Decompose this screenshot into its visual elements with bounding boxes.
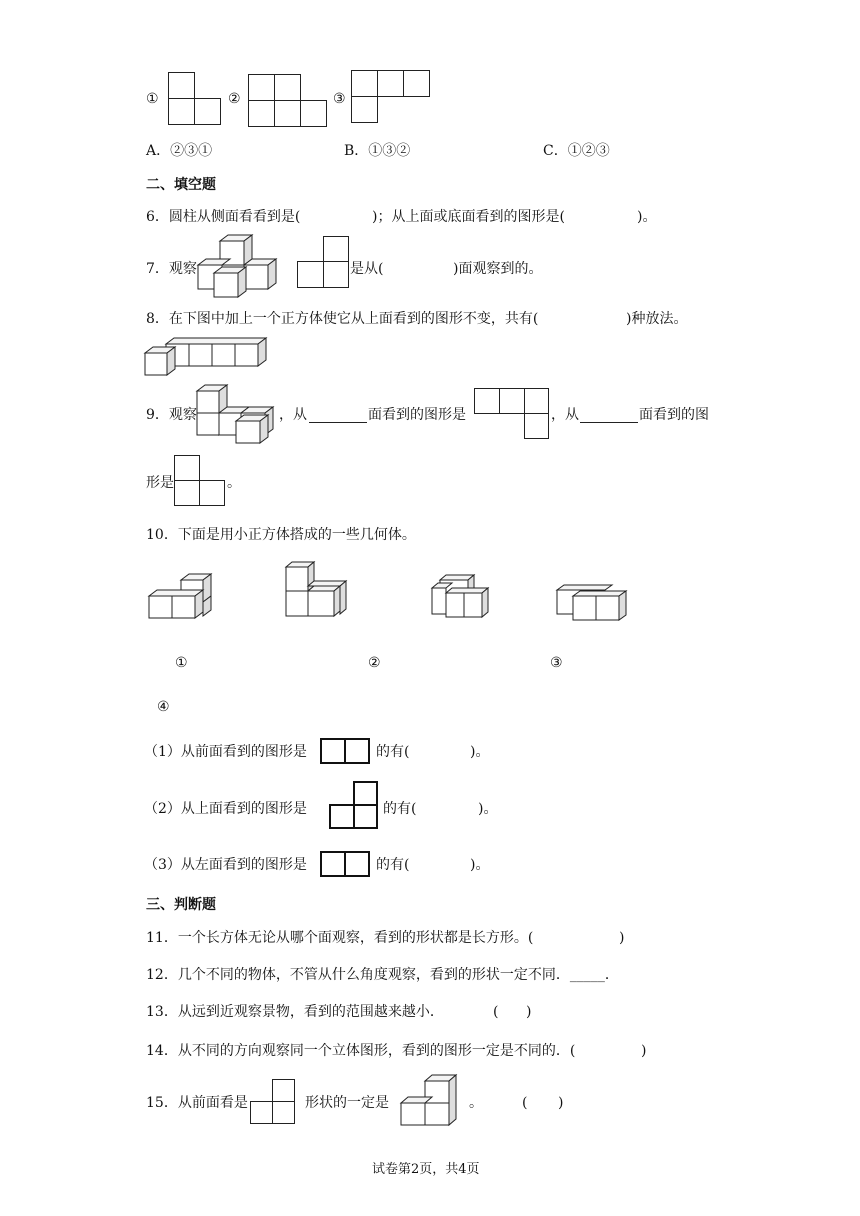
q5-mark-2: ② — [228, 91, 241, 107]
q10-sub2-text-c: )。 — [478, 801, 498, 817]
q9-text-f: 形是 — [146, 475, 174, 491]
q9-text-c: 面看到的图形是 — [368, 407, 466, 423]
q11-text-b: ) — [619, 930, 625, 946]
q10-title: 10．下面是用小正方体搭成的一些几何体。 — [146, 527, 416, 543]
q5-mark-3: ③ — [333, 91, 346, 107]
section-judge-heading: 三、判断题 — [146, 897, 216, 913]
q10-figure-2 — [285, 560, 349, 622]
q10-sub1-text-c: )。 — [470, 744, 490, 760]
q5-option-a[interactable]: A．②③① — [146, 143, 213, 159]
q9-text-d: ，从 — [551, 407, 579, 423]
q10-sub2-text-b: 的有( — [383, 801, 417, 817]
q5-option-c[interactable]: C．①②③ — [543, 143, 610, 159]
q7-text-b: 是从( — [350, 261, 384, 277]
q10-sub2-text-a: （2）从上面看到的图形是 — [144, 801, 307, 817]
q14-text-b: ) — [641, 1043, 647, 1059]
q9-solid-figure — [196, 382, 278, 446]
q8-text-b: )种放法。 — [626, 311, 688, 327]
q13-text-a: 13．从远到近观察景物，看到的范围越来越小． — [146, 1004, 444, 1020]
q7-text-a: 7．观察 — [146, 261, 197, 277]
q9-blank-1[interactable] — [309, 410, 367, 423]
q13-text-c: ) — [526, 1004, 532, 1020]
q9-blank-2[interactable] — [580, 410, 638, 423]
q10-label-1: ① — [175, 655, 188, 671]
q10-label-2: ② — [368, 655, 381, 671]
q13-text-b: ( — [493, 1004, 499, 1020]
q8-cube-row-figure — [144, 338, 268, 376]
q9-text-e: 面看到的图 — [639, 407, 709, 423]
q15-text-b: 形状的一定是 — [305, 1095, 389, 1111]
q9-text-g: 。 — [227, 475, 241, 491]
q10-figure-1 — [148, 571, 220, 621]
q6-text-b: )；从上面或底面看到的图形是( — [372, 209, 565, 225]
q7-solid-figure — [196, 233, 282, 301]
q10-figure-3 — [431, 574, 493, 624]
q10-sub3-text-b: 的有( — [376, 857, 410, 873]
section-fill-heading: 二、填空题 — [146, 177, 216, 193]
q9-text-a: 9．观察 — [146, 407, 197, 423]
q10-label-3: ③ — [550, 655, 563, 671]
q14-text-a: 14．从不同的方向观察同一个立体图形，看到的图形一定是不同的．( — [146, 1043, 576, 1059]
q5-mark-1: ① — [146, 91, 159, 107]
q7-text-c: )面观察到的。 — [453, 261, 543, 277]
q10-figure-4 — [556, 583, 628, 625]
page-footer: 试卷第2页，共4页 — [372, 1162, 480, 1177]
q15-text-d: ( — [522, 1095, 528, 1111]
q15-solid-figure — [399, 1074, 459, 1130]
q15-text-a: 15．从前面看是 — [146, 1095, 248, 1111]
q15-text-e: ) — [558, 1095, 564, 1111]
q9-text-b: ，从 — [279, 407, 307, 423]
q10-sub1-text-b: 的有( — [376, 744, 410, 760]
q15-text-c: 。 — [469, 1095, 483, 1111]
q5-option-b[interactable]: B．①③② — [344, 143, 411, 159]
q8-text-a: 8．在下图中加上一个正方体使它从上面看到的图形不变，共有( — [146, 311, 539, 327]
q6-text-c: )。 — [637, 209, 657, 225]
q11-text-a: 11．一个长方体无论从哪个面观察，看到的形状都是长方形。( — [146, 930, 534, 946]
q10-sub3-text-c: )。 — [470, 857, 490, 873]
q12-text: 12．几个不同的物体，不管从什么角度观察，看到的形状一定不同．_____． — [146, 967, 619, 983]
q10-sub3-text-a: （3）从左面看到的图形是 — [144, 857, 307, 873]
q10-sub1-text-a: （1）从前面看到的图形是 — [144, 744, 307, 760]
q6-text-a: 6．圆柱从侧面看看到是( — [146, 209, 301, 225]
q10-label-4: ④ — [157, 699, 170, 715]
